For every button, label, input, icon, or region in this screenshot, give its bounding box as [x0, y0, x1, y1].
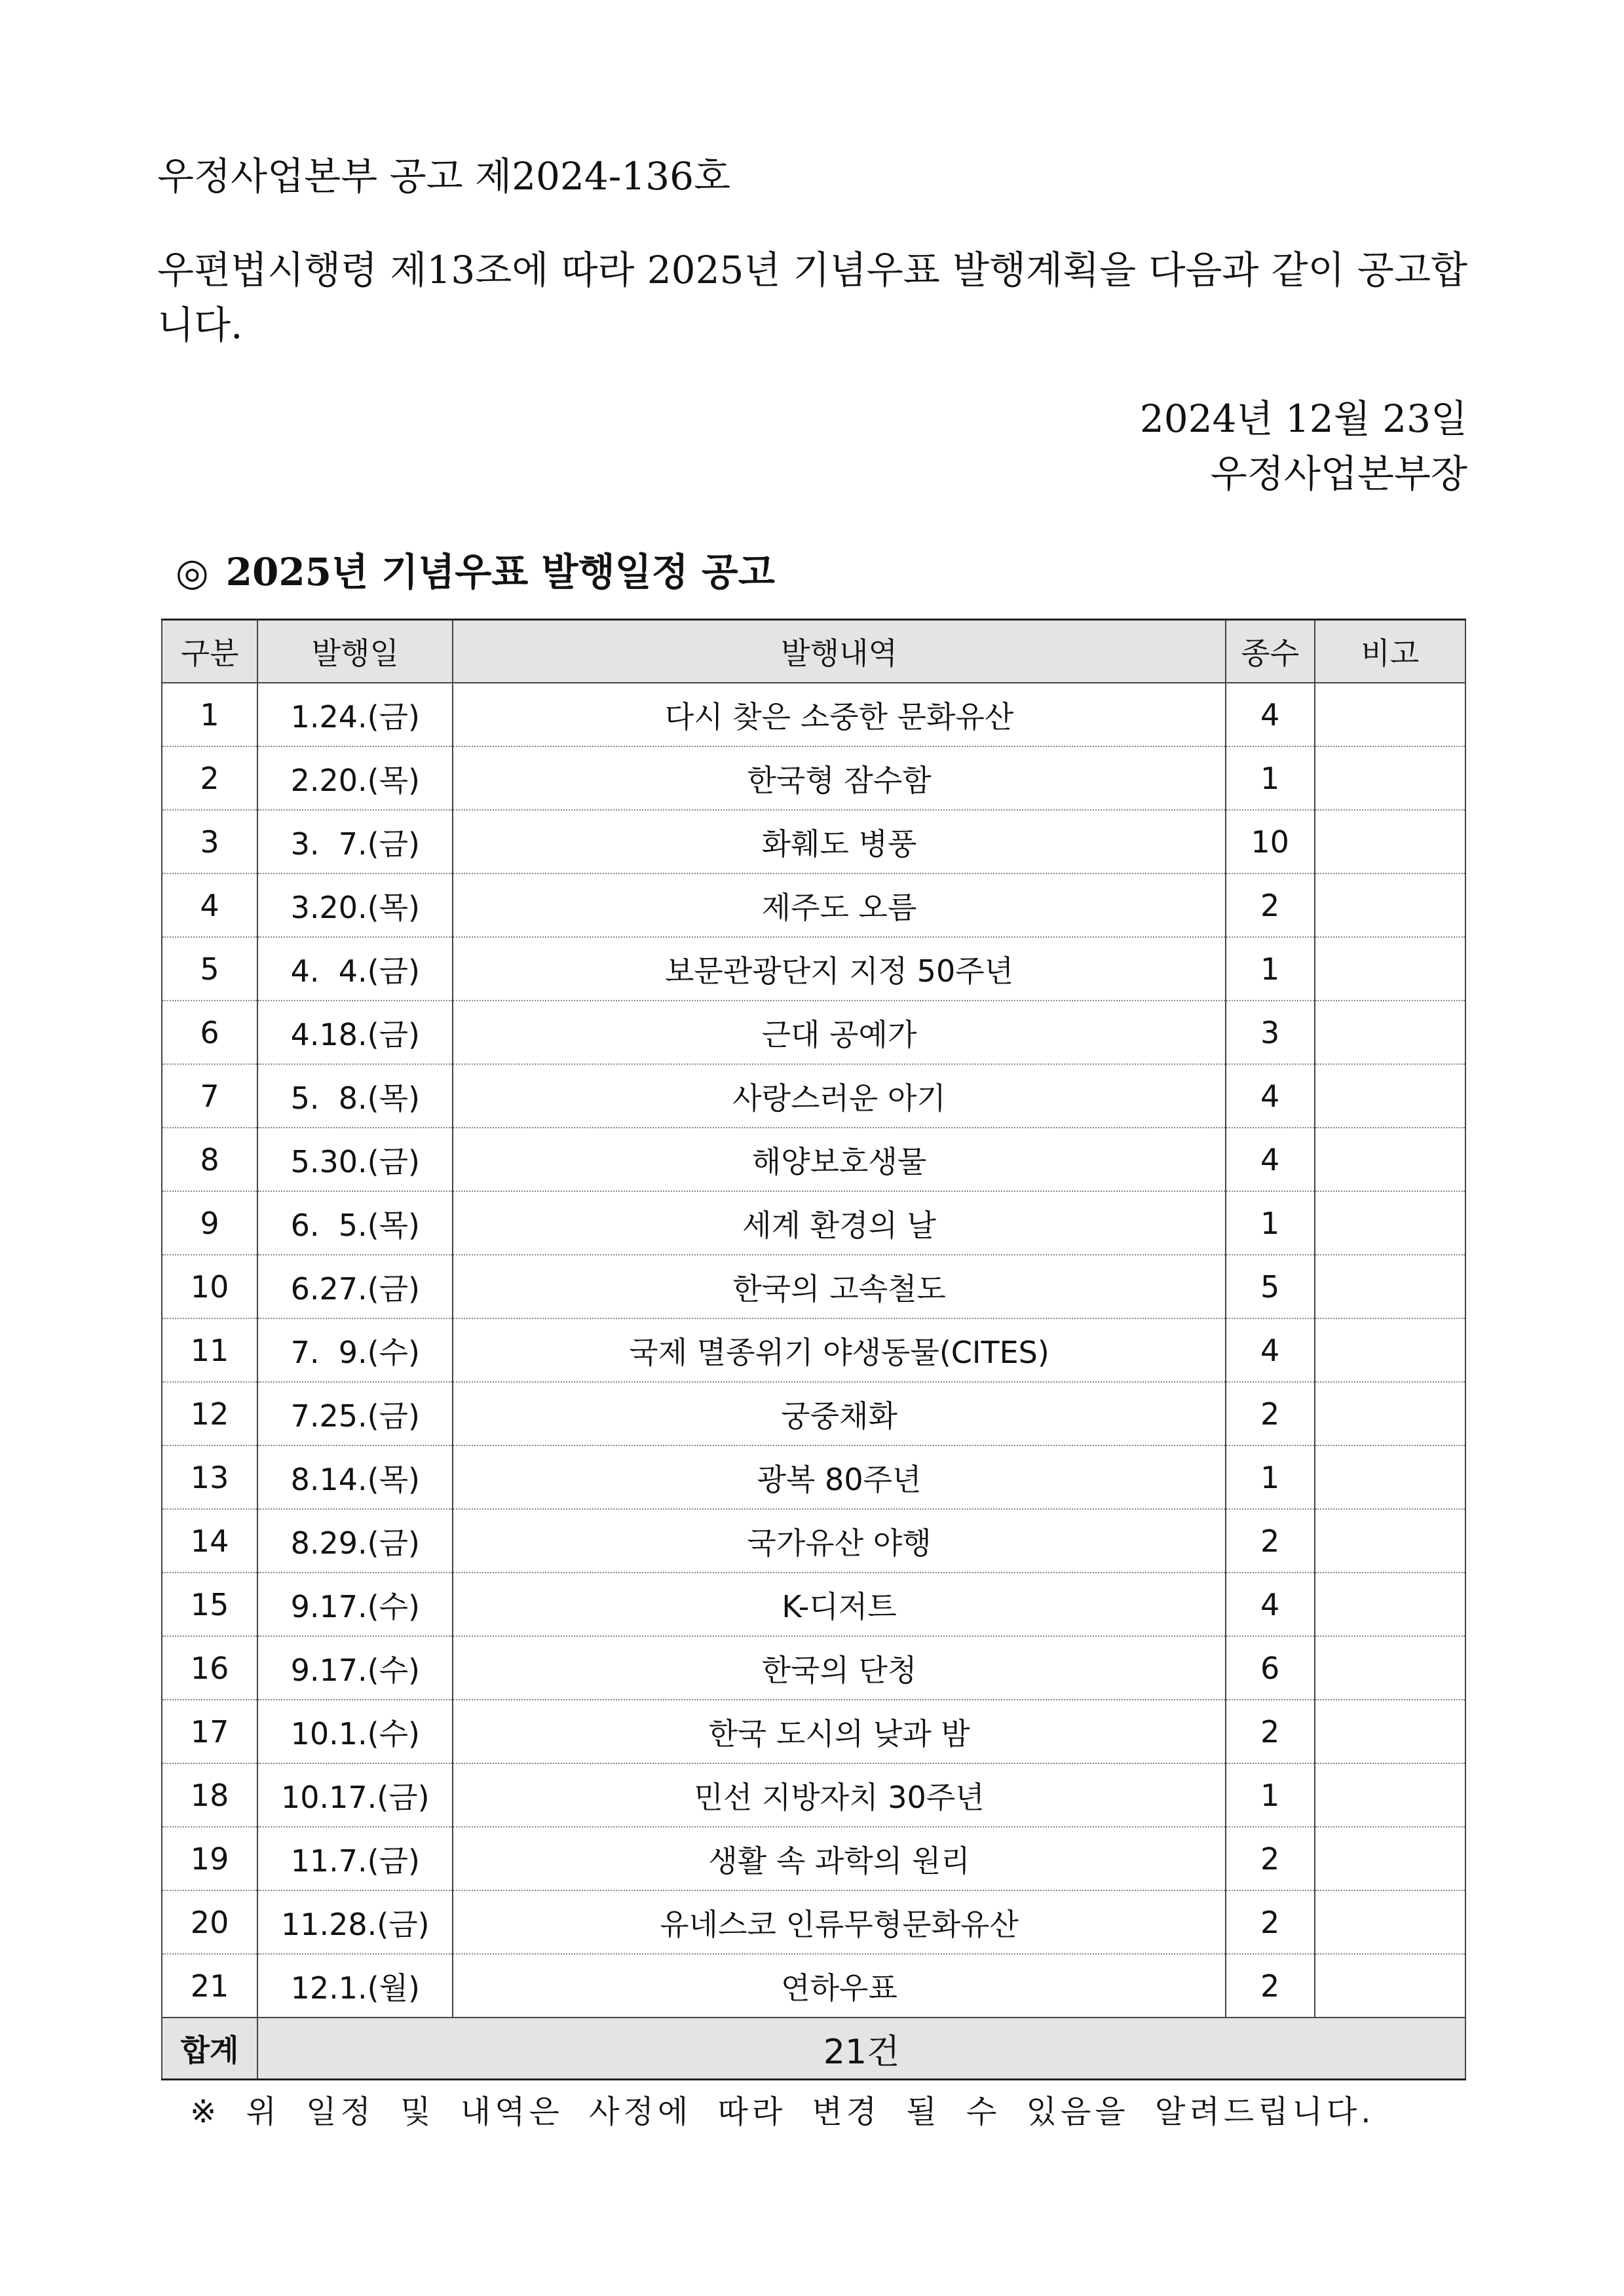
- table-row: [162, 1827, 1465, 1890]
- cell-note: [1315, 1827, 1465, 1890]
- cell-no: 5: [162, 937, 257, 1001]
- cell-date: 2.20.(목): [257, 746, 453, 810]
- notice-number: 우정사업본부 공고 제2024-136호: [157, 154, 731, 199]
- table-row: [162, 873, 1465, 937]
- cell-date: 9.17.(수): [257, 1636, 453, 1700]
- table-row: [162, 1382, 1465, 1445]
- cell-note: [1315, 1001, 1465, 1064]
- cell-date: 4.18.(금): [257, 1001, 453, 1064]
- cell-no: 8: [162, 1128, 257, 1191]
- cell-count: 10: [1226, 810, 1315, 873]
- table-row: [162, 1890, 1465, 1954]
- cell-count: 6: [1226, 1636, 1315, 1700]
- table-row: [162, 683, 1465, 746]
- cell-desc: 한국 도시의 낮과 밤: [453, 1700, 1225, 1763]
- cell-desc: K-디저트: [453, 1573, 1225, 1636]
- cell-note: [1315, 937, 1465, 1001]
- cell-date: 11.7.(금): [257, 1827, 453, 1890]
- cell-date: 12.1.(월): [257, 1954, 453, 2018]
- cell-note: [1315, 1191, 1465, 1255]
- cell-no: 13: [162, 1445, 257, 1509]
- table-row: [162, 1191, 1465, 1255]
- cell-no: 16: [162, 1636, 257, 1700]
- cell-desc: 다시 찾은 소중한 문화유산: [453, 683, 1225, 746]
- cell-desc: 해양보호생물: [453, 1128, 1225, 1191]
- cell-count: 4: [1226, 1128, 1315, 1191]
- cell-count: 1: [1226, 1191, 1315, 1255]
- cell-note: [1315, 1128, 1465, 1191]
- table-body: [162, 683, 1465, 2018]
- cell-note: [1315, 1890, 1465, 1954]
- cell-desc: 근대 공예가: [453, 1001, 1225, 1064]
- cell-date: 3.20.(목): [257, 873, 453, 937]
- cell-no: 4: [162, 873, 257, 937]
- cell-no: 3: [162, 810, 257, 873]
- table-row: [162, 1700, 1465, 1763]
- header-date: 발행일: [257, 620, 453, 683]
- table-row: [162, 810, 1465, 873]
- cell-count: 4: [1226, 683, 1315, 746]
- cell-note: [1315, 1700, 1465, 1763]
- cell-count: 4: [1226, 1064, 1315, 1128]
- cell-desc: 한국형 잠수함: [453, 746, 1225, 810]
- section-title-text: 2025년 기념우표 발행일정 공고: [225, 550, 775, 594]
- cell-count: 2: [1226, 1954, 1315, 2018]
- cell-count: 1: [1226, 1763, 1315, 1827]
- table-row: [162, 1763, 1465, 1827]
- cell-note: [1315, 683, 1465, 746]
- table-row: [162, 746, 1465, 810]
- table-row: [162, 1636, 1465, 1700]
- table-row: [162, 1001, 1465, 1064]
- cell-no: 7: [162, 1064, 257, 1128]
- notice-date: 2024년 12월 23일: [1139, 396, 1467, 441]
- stamp-schedule-table: [161, 619, 1466, 2080]
- table-row: [162, 1064, 1465, 1128]
- header-note: 비고: [1315, 620, 1465, 683]
- notice-intro: 우편법시행령 제13조에 따라 2025년 기념우표 발행계획을 다음과 같이 공고합니다.: [157, 248, 1467, 347]
- cell-note: [1315, 1382, 1465, 1445]
- cell-desc: 궁중채화: [453, 1382, 1225, 1445]
- cell-desc: 사랑스러운 아기: [453, 1064, 1225, 1128]
- cell-note: [1315, 1318, 1465, 1382]
- cell-no: 11: [162, 1318, 257, 1382]
- cell-note: [1315, 746, 1465, 810]
- cell-note: [1315, 1255, 1465, 1318]
- cell-date: 8.14.(목): [257, 1445, 453, 1509]
- cell-no: 9: [162, 1191, 257, 1255]
- header-no: 구분: [162, 620, 257, 683]
- table-row: [162, 1954, 1465, 2018]
- cell-note: [1315, 1954, 1465, 2018]
- cell-date: 6. 5.(목): [257, 1191, 453, 1255]
- table-row: [162, 1318, 1465, 1382]
- cell-count: 3: [1226, 1001, 1315, 1064]
- cell-no: 19: [162, 1827, 257, 1890]
- cell-desc: 광복 80주년: [453, 1445, 1225, 1509]
- cell-no: 18: [162, 1763, 257, 1827]
- cell-no: 6: [162, 1001, 257, 1064]
- cell-no: 1: [162, 683, 257, 746]
- double-circle-icon: ◎: [176, 550, 209, 594]
- cell-count: 4: [1226, 1573, 1315, 1636]
- cell-date: 6.27.(금): [257, 1255, 453, 1318]
- cell-note: [1315, 1636, 1465, 1700]
- cell-note: [1315, 810, 1465, 873]
- cell-count: 2: [1226, 1700, 1315, 1763]
- cell-no: 14: [162, 1509, 257, 1573]
- cell-date: 3. 7.(금): [257, 810, 453, 873]
- cell-count: 1: [1226, 746, 1315, 810]
- cell-note: [1315, 1445, 1465, 1509]
- table-header-row: [162, 620, 1465, 683]
- notice-signer: 우정사업본부장: [1210, 451, 1467, 496]
- cell-no: 12: [162, 1382, 257, 1445]
- cell-desc: 화훼도 병풍: [453, 810, 1225, 873]
- cell-note: [1315, 873, 1465, 937]
- header-desc: 발행내역: [453, 620, 1225, 683]
- cell-date: 1.24.(금): [257, 683, 453, 746]
- cell-date: 5. 8.(목): [257, 1064, 453, 1128]
- cell-date: 10.1.(수): [257, 1700, 453, 1763]
- total-row: [162, 2018, 1465, 2080]
- cell-desc: 한국의 고속철도: [453, 1255, 1225, 1318]
- footnote: ※ 위 일정 및 내역은 사정에 따라 변경 될 수 있음을 알려드립니다.: [190, 2094, 1375, 2130]
- cell-count: 1: [1226, 937, 1315, 1001]
- cell-count: 2: [1226, 1827, 1315, 1890]
- cell-desc: 세계 환경의 날: [453, 1191, 1225, 1255]
- cell-date: 7. 9.(수): [257, 1318, 453, 1382]
- total-label: 합계: [162, 2018, 257, 2080]
- cell-desc: 국가유산 야행: [453, 1509, 1225, 1573]
- cell-count: 5: [1226, 1255, 1315, 1318]
- table-row: [162, 1573, 1465, 1636]
- cell-no: 15: [162, 1573, 257, 1636]
- cell-note: [1315, 1763, 1465, 1827]
- cell-date: 10.17.(금): [257, 1763, 453, 1827]
- cell-desc: 유네스코 인류무형문화유산: [453, 1890, 1225, 1954]
- cell-desc: 민선 지방자치 30주년: [453, 1763, 1225, 1827]
- cell-count: 4: [1226, 1318, 1315, 1382]
- cell-desc: 한국의 단청: [453, 1636, 1225, 1700]
- table-row: [162, 937, 1465, 1001]
- table-row: [162, 1509, 1465, 1573]
- cell-note: [1315, 1064, 1465, 1128]
- header-count: 종수: [1226, 620, 1315, 683]
- table-row: [162, 1255, 1465, 1318]
- cell-date: 4. 4.(금): [257, 937, 453, 1001]
- cell-count: 2: [1226, 1890, 1315, 1954]
- table-row: [162, 1128, 1465, 1191]
- cell-date: 11.28.(금): [257, 1890, 453, 1954]
- cell-no: 2: [162, 746, 257, 810]
- cell-date: 5.30.(금): [257, 1128, 453, 1191]
- table-row: [162, 1445, 1465, 1509]
- cell-desc: 국제 멸종위기 야생동물(CITES): [453, 1318, 1225, 1382]
- cell-no: 20: [162, 1890, 257, 1954]
- cell-desc: 보문관광단지 지정 50주년: [453, 937, 1225, 1001]
- cell-note: [1315, 1573, 1465, 1636]
- cell-no: 17: [162, 1700, 257, 1763]
- cell-no: 10: [162, 1255, 257, 1318]
- cell-count: 2: [1226, 1382, 1315, 1445]
- cell-date: 8.29.(금): [257, 1509, 453, 1573]
- cell-count: 2: [1226, 873, 1315, 937]
- cell-note: [1315, 1509, 1465, 1573]
- cell-desc: 제주도 오름: [453, 873, 1225, 937]
- cell-count: 2: [1226, 1509, 1315, 1573]
- cell-count: 1: [1226, 1445, 1315, 1509]
- section-title: [176, 541, 775, 596]
- cell-desc: 생활 속 과학의 원리: [453, 1827, 1225, 1890]
- cell-date: 9.17.(수): [257, 1573, 453, 1636]
- cell-no: 21: [162, 1954, 257, 2018]
- cell-desc: 연하우표: [453, 1954, 1225, 2018]
- total-value: 21건: [257, 2018, 1465, 2080]
- cell-date: 7.25.(금): [257, 1382, 453, 1445]
